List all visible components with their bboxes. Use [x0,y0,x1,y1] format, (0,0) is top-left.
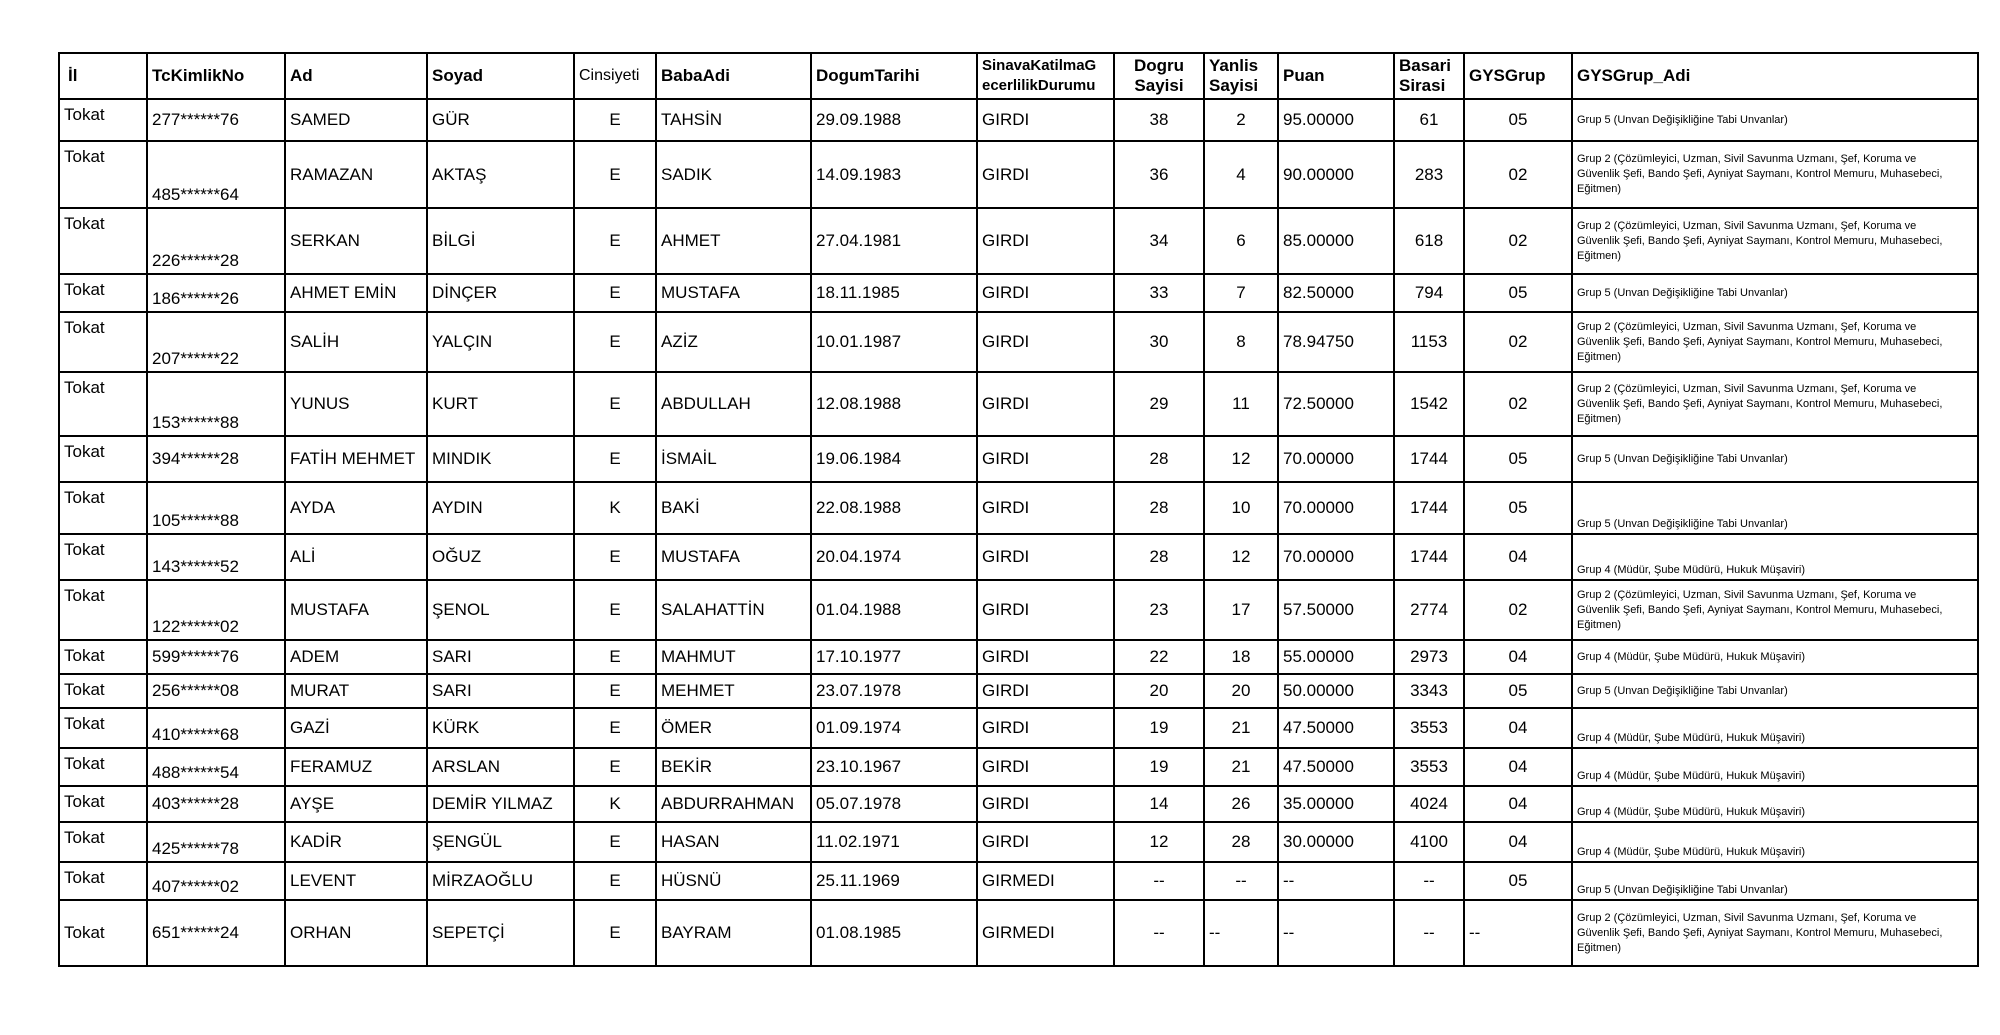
header-babaadi: BabaAdi [656,53,811,99]
cell-ad: LEVENT [285,862,427,900]
cell-durum: GIRDI [977,99,1114,141]
cell-durum: GIRDI [977,708,1114,748]
cell-grup-adi: Grup 4 (Müdür, Şube Müdürü, Hukuk Müşaviri) [1572,534,1978,580]
cell-durum: GIRMEDI [977,862,1114,900]
cell-dogum: 23.07.1978 [811,674,977,708]
cell-yanlis: 20 [1204,674,1278,708]
cell-grup: 05 [1464,274,1572,312]
cell-soyad: MİRZAOĞLU [427,862,574,900]
cell-soyad: OĞUZ [427,534,574,580]
cell-baba: SALAHATTİN [656,580,811,640]
cell-cinsiyet: E [574,436,656,482]
cell-tc: 277******76 [147,99,285,141]
cell-durum: GIRDI [977,312,1114,372]
cell-sira: 3553 [1394,708,1464,748]
cell-cinsiyet: E [574,534,656,580]
cell-tc: 256******08 [147,674,285,708]
cell-dogum: 11.02.1971 [811,822,977,862]
cell-yanlis: 8 [1204,312,1278,372]
cell-dogum: 20.04.1974 [811,534,977,580]
cell-il: Tokat [59,372,147,436]
cell-soyad: KÜRK [427,708,574,748]
cell-il: Tokat [59,534,147,580]
cell-tc: 226******28 [147,208,285,274]
table-row [59,580,1978,640]
cell-soyad: GÜR [427,99,574,141]
cell-tc: 105******88 [147,482,285,534]
cell-puan: 70.00000 [1278,482,1394,534]
cell-cinsiyet: E [574,141,656,208]
cell-dogum: 01.08.1985 [811,900,977,966]
cell-tc: 207******22 [147,312,285,372]
cell-cinsiyet: E [574,748,656,786]
header-yanlis-line1: Yanlis [1209,56,1259,75]
cell-tc: 186******26 [147,274,285,312]
cell-tc: 153******88 [147,372,285,436]
cell-durum: GIRDI [977,674,1114,708]
cell-yanlis: 17 [1204,580,1278,640]
cell-durum: GIRDI [977,372,1114,436]
cell-tc: 651******24 [147,900,285,966]
cell-baba: HÜSNÜ [656,862,811,900]
cell-il: Tokat [59,141,147,208]
cell-yanlis: -- [1204,862,1278,900]
cell-grup: 02 [1464,208,1572,274]
cell-cinsiyet: E [574,580,656,640]
cell-dogru: 29 [1114,372,1204,436]
cell-ad: ADEM [285,640,427,674]
cell-baba: ABDULLAH [656,372,811,436]
cell-grup: 04 [1464,786,1572,822]
cell-cinsiyet: E [574,900,656,966]
cell-dogum: 22.08.1988 [811,482,977,534]
header-dogru-sayisi [1114,53,1204,99]
cell-sira: 2774 [1394,580,1464,640]
cell-dogru: 38 [1114,99,1204,141]
cell-durum: GIRDI [977,274,1114,312]
header-dogru-line1: Dogru [1133,56,1185,75]
cell-sira: 2973 [1394,640,1464,674]
cell-puan: 30.00000 [1278,822,1394,862]
cell-yanlis: -- [1204,900,1278,966]
cell-sira: 283 [1394,141,1464,208]
cell-grup-adi: Grup 2 (Çözümleyici, Uzman, Sivil Savunma Uzmanı, Şef, Koruma ve Güvenlik Şefi, Bando Şefi, Ayniyat Saymanı, Kontrol Memuru, Muhasebeci, Eğitmen) [1572,208,1978,274]
cell-soyad: KURT [427,372,574,436]
cell-cinsiyet: E [574,372,656,436]
header-dogru-line2: Sayisi [1134,76,1184,95]
header-il: İl [59,53,147,99]
cell-baba: AHMET [656,208,811,274]
cell-dogum: 12.08.1988 [811,372,977,436]
cell-grup: 05 [1464,99,1572,141]
cell-grup: 02 [1464,141,1572,208]
cell-grup-adi: Grup 4 (Müdür, Şube Müdürü, Hukuk Müşaviri) [1572,748,1978,786]
table-row [59,141,1978,208]
cell-baba: ABDURRAHMAN [656,786,811,822]
cell-soyad: DİNÇER [427,274,574,312]
cell-puan: 35.00000 [1278,786,1394,822]
cell-grup-adi: Grup 5 (Unvan Değişikliğine Tabi Unvanlar) [1572,99,1978,141]
cell-ad: GAZİ [285,708,427,748]
cell-ad: YUNUS [285,372,427,436]
cell-cinsiyet: E [574,822,656,862]
cell-cinsiyet: K [574,786,656,822]
cell-il: Tokat [59,640,147,674]
cell-soyad: DEMİR YILMAZ [427,786,574,822]
cell-puan: 72.50000 [1278,372,1394,436]
cell-grup-adi: Grup 2 (Çözümleyici, Uzman, Sivil Savunma Uzmanı, Şef, Koruma ve Güvenlik Şefi, Bando Şefi, Ayniyat Saymanı, Kontrol Memuru, Muhasebeci, Eğitmen) [1572,141,1978,208]
cell-il: Tokat [59,674,147,708]
cell-dogru: 20 [1114,674,1204,708]
header-yanlis-sayisi [1204,53,1278,99]
cell-il: Tokat [59,436,147,482]
header-row [59,53,1978,99]
cell-il: Tokat [59,274,147,312]
cell-dogum: 27.04.1981 [811,208,977,274]
cell-puan: 70.00000 [1278,436,1394,482]
cell-cinsiyet: E [574,99,656,141]
cell-puan: 82.50000 [1278,274,1394,312]
cell-puan: 57.50000 [1278,580,1394,640]
cell-sira: 4024 [1394,786,1464,822]
cell-puan: 95.00000 [1278,99,1394,141]
cell-yanlis: 7 [1204,274,1278,312]
cell-soyad: BİLGİ [427,208,574,274]
cell-baba: TAHSİN [656,99,811,141]
table-row [59,99,1978,141]
cell-ad: AYDA [285,482,427,534]
table-row [59,708,1978,748]
cell-sira: 1153 [1394,312,1464,372]
cell-grup-adi: Grup 2 (Çözümleyici, Uzman, Sivil Savunma Uzmanı, Şef, Koruma ve Güvenlik Şefi, Bando Şefi, Ayniyat Saymanı, Kontrol Memuru, Muhasebeci, Eğitmen) [1572,900,1978,966]
cell-sira: 1744 [1394,436,1464,482]
cell-cinsiyet: E [574,674,656,708]
cell-cinsiyet: E [574,312,656,372]
cell-grup-adi: Grup 5 (Unvan Değişikliğine Tabi Unvanlar) [1572,482,1978,534]
cell-dogru: 28 [1114,534,1204,580]
cell-soyad: ŞENGÜL [427,822,574,862]
cell-yanlis: 28 [1204,822,1278,862]
cell-grup: 02 [1464,372,1572,436]
header-gysgrup: GYSGrup [1464,53,1572,99]
cell-cinsiyet: E [574,640,656,674]
cell-tc: 599******76 [147,640,285,674]
cell-grup-adi: Grup 2 (Çözümleyici, Uzman, Sivil Savunma Uzmanı, Şef, Koruma ve Güvenlik Şefi, Bando Şefi, Ayniyat Saymanı, Kontrol Memuru, Muhasebeci, Eğitmen) [1572,580,1978,640]
cell-puan: -- [1278,862,1394,900]
cell-grup-adi: Grup 2 (Çözümleyici, Uzman, Sivil Savunma Uzmanı, Şef, Koruma ve Güvenlik Şefi, Bando Şefi, Ayniyat Saymanı, Kontrol Memuru, Muhasebeci, Eğitmen) [1572,372,1978,436]
cell-il: Tokat [59,822,147,862]
cell-grup-adi: Grup 4 (Müdür, Şube Müdürü, Hukuk Müşaviri) [1572,708,1978,748]
cell-il: Tokat [59,312,147,372]
header-soyad: Soyad [427,53,574,99]
cell-puan: -- [1278,900,1394,966]
table-row [59,208,1978,274]
cell-baba: MAHMUT [656,640,811,674]
cell-grup: 04 [1464,534,1572,580]
cell-grup-adi: Grup 4 (Müdür, Şube Müdürü, Hukuk Müşaviri) [1572,786,1978,822]
cell-dogum: 01.09.1974 [811,708,977,748]
cell-sira: 1744 [1394,482,1464,534]
header-sinava-line2: ecerlilikDurumu [982,77,1096,94]
cell-ad: MUSTAFA [285,580,427,640]
cell-soyad: AKTAŞ [427,141,574,208]
cell-dogru: 30 [1114,312,1204,372]
cell-baba: AZİZ [656,312,811,372]
cell-grup-adi: Grup 5 (Unvan Değişikliğine Tabi Unvanlar) [1572,674,1978,708]
cell-sira: 3553 [1394,748,1464,786]
cell-durum: GIRDI [977,141,1114,208]
cell-yanlis: 18 [1204,640,1278,674]
cell-baba: BAYRAM [656,900,811,966]
cell-soyad: MINDIK [427,436,574,482]
cell-grup-adi: Grup 5 (Unvan Değişikliğine Tabi Unvanlar) [1572,274,1978,312]
cell-sira: 61 [1394,99,1464,141]
cell-durum: GIRDI [977,748,1114,786]
header-yanlis-line2: Sayisi [1209,76,1259,95]
cell-puan: 47.50000 [1278,748,1394,786]
cell-yanlis: 12 [1204,534,1278,580]
cell-dogru: 34 [1114,208,1204,274]
table-row [59,900,1978,966]
table-row [59,482,1978,534]
cell-grup: 05 [1464,436,1572,482]
cell-soyad: SARI [427,640,574,674]
cell-dogru: 28 [1114,482,1204,534]
cell-tc: 425******78 [147,822,285,862]
cell-grup: 05 [1464,482,1572,534]
cell-soyad: AYDIN [427,482,574,534]
cell-ad: RAMAZAN [285,141,427,208]
cell-yanlis: 2 [1204,99,1278,141]
cell-dogum: 01.04.1988 [811,580,977,640]
cell-dogum: 29.09.1988 [811,99,977,141]
cell-il: Tokat [59,900,147,966]
cell-grup: 04 [1464,822,1572,862]
header-cinsiyeti: Cinsiyeti [574,53,656,99]
cell-dogum: 23.10.1967 [811,748,977,786]
cell-ad: AHMET EMİN [285,274,427,312]
header-gysgrup-adi: GYSGrup_Adi [1572,53,1978,99]
cell-grup-adi: Grup 2 (Çözümleyici, Uzman, Sivil Savunma Uzmanı, Şef, Koruma ve Güvenlik Şefi, Bando Şefi, Ayniyat Saymanı, Kontrol Memuru, Muhasebeci, Eğitmen) [1572,312,1978,372]
cell-yanlis: 6 [1204,208,1278,274]
cell-yanlis: 11 [1204,372,1278,436]
cell-il: Tokat [59,99,147,141]
cell-durum: GIRDI [977,640,1114,674]
cell-dogru: 23 [1114,580,1204,640]
cell-il: Tokat [59,580,147,640]
cell-cinsiyet: E [574,274,656,312]
cell-il: Tokat [59,862,147,900]
cell-puan: 50.00000 [1278,674,1394,708]
cell-dogru: 22 [1114,640,1204,674]
cell-baba: HASAN [656,822,811,862]
cell-yanlis: 21 [1204,748,1278,786]
cell-yanlis: 26 [1204,786,1278,822]
cell-ad: MURAT [285,674,427,708]
cell-grup: 05 [1464,862,1572,900]
cell-cinsiyet: E [574,862,656,900]
cell-durum: GIRDI [977,436,1114,482]
cell-dogru: 36 [1114,141,1204,208]
cell-baba: MUSTAFA [656,534,811,580]
cell-il: Tokat [59,708,147,748]
header-sinava-durumu [977,53,1114,99]
header-dogumtarihi: DogumTarihi [811,53,977,99]
cell-baba: BAKİ [656,482,811,534]
cell-baba: MUSTAFA [656,274,811,312]
cell-dogru: 12 [1114,822,1204,862]
cell-soyad: SEPETÇİ [427,900,574,966]
cell-tc: 394******28 [147,436,285,482]
cell-dogru: 19 [1114,748,1204,786]
cell-grup: 04 [1464,708,1572,748]
table-row [59,274,1978,312]
cell-dogru: -- [1114,900,1204,966]
cell-tc: 122******02 [147,580,285,640]
header-basari-line1: Basari [1399,56,1451,75]
cell-tc: 143******52 [147,534,285,580]
cell-dogru: 19 [1114,708,1204,748]
cell-yanlis: 12 [1204,436,1278,482]
cell-sira: 4100 [1394,822,1464,862]
table-row [59,436,1978,482]
header-puan: Puan [1278,53,1394,99]
cell-dogru: -- [1114,862,1204,900]
cell-durum: GIRDI [977,482,1114,534]
cell-ad: FERAMUZ [285,748,427,786]
cell-dogum: 25.11.1969 [811,862,977,900]
cell-ad: ORHAN [285,900,427,966]
cell-dogum: 19.06.1984 [811,436,977,482]
header-basari-line2: Sirasi [1399,76,1446,95]
cell-sira: 1542 [1394,372,1464,436]
cell-dogru: 14 [1114,786,1204,822]
cell-baba: ÖMER [656,708,811,748]
cell-durum: GIRDI [977,786,1114,822]
cell-ad: SERKAN [285,208,427,274]
cell-durum: GIRDI [977,534,1114,580]
table-row [59,822,1978,862]
cell-puan: 70.00000 [1278,534,1394,580]
cell-dogum: 14.09.1983 [811,141,977,208]
table-row [59,786,1978,822]
table-row [59,312,1978,372]
cell-dogum: 10.01.1987 [811,312,977,372]
cell-durum: GIRDI [977,822,1114,862]
cell-grup: 05 [1464,674,1572,708]
cell-ad: FATİH MEHMET [285,436,427,482]
cell-il: Tokat [59,208,147,274]
cell-baba: MEHMET [656,674,811,708]
cell-puan: 78.94750 [1278,312,1394,372]
cell-cinsiyet: E [574,708,656,748]
results-sheet [58,52,1979,967]
header-tckimlikno: TcKimlikNo [147,53,285,99]
results-table [58,52,1979,967]
cell-dogum: 17.10.1977 [811,640,977,674]
table-row [59,862,1978,900]
cell-il: Tokat [59,786,147,822]
cell-soyad: SARI [427,674,574,708]
cell-il: Tokat [59,748,147,786]
cell-soyad: YALÇIN [427,312,574,372]
cell-il: Tokat [59,482,147,534]
cell-dogum: 05.07.1978 [811,786,977,822]
cell-puan: 47.50000 [1278,708,1394,748]
cell-sira: 794 [1394,274,1464,312]
cell-grup-adi: Grup 4 (Müdür, Şube Müdürü, Hukuk Müşaviri) [1572,822,1978,862]
cell-cinsiyet: E [574,208,656,274]
cell-sira: -- [1394,862,1464,900]
cell-sira: -- [1394,900,1464,966]
header-ad: Ad [285,53,427,99]
cell-soyad: ŞENOL [427,580,574,640]
cell-soyad: ARSLAN [427,748,574,786]
cell-grup: 02 [1464,580,1572,640]
header-basari-sirasi [1394,53,1464,99]
cell-dogum: 18.11.1985 [811,274,977,312]
cell-yanlis: 4 [1204,141,1278,208]
cell-sira: 1744 [1394,534,1464,580]
cell-sira: 3343 [1394,674,1464,708]
cell-puan: 85.00000 [1278,208,1394,274]
cell-puan: 90.00000 [1278,141,1394,208]
cell-cinsiyet: K [574,482,656,534]
cell-baba: SADIK [656,141,811,208]
cell-ad: ALİ [285,534,427,580]
cell-dogru: 33 [1114,274,1204,312]
table-row [59,748,1978,786]
cell-ad: SAMED [285,99,427,141]
cell-baba: BEKİR [656,748,811,786]
cell-puan: 55.00000 [1278,640,1394,674]
cell-tc: 488******54 [147,748,285,786]
cell-yanlis: 10 [1204,482,1278,534]
cell-tc: 407******02 [147,862,285,900]
cell-yanlis: 21 [1204,708,1278,748]
cell-tc: 485******64 [147,141,285,208]
cell-sira: 618 [1394,208,1464,274]
cell-baba: İSMAİL [656,436,811,482]
cell-durum: GIRDI [977,580,1114,640]
cell-durum: GIRMEDI [977,900,1114,966]
header-sinava-line1: SinavaKatilmaG [982,57,1097,74]
cell-grup: 04 [1464,640,1572,674]
cell-grup: 02 [1464,312,1572,372]
cell-grup: -- [1464,900,1572,966]
cell-grup: 04 [1464,748,1572,786]
cell-ad: AYŞE [285,786,427,822]
table-row [59,372,1978,436]
cell-dogru: 28 [1114,436,1204,482]
cell-tc: 403******28 [147,786,285,822]
cell-tc: 410******68 [147,708,285,748]
cell-grup-adi: Grup 4 (Müdür, Şube Müdürü, Hukuk Müşaviri) [1572,640,1978,674]
table-row [59,640,1978,674]
cell-grup-adi: Grup 5 (Unvan Değişikliğine Tabi Unvanlar) [1572,862,1978,900]
cell-grup-adi: Grup 5 (Unvan Değişikliğine Tabi Unvanlar) [1572,436,1978,482]
table-row [59,534,1978,580]
cell-ad: SALİH [285,312,427,372]
cell-ad: KADİR [285,822,427,862]
cell-durum: GIRDI [977,208,1114,274]
table-row [59,674,1978,708]
